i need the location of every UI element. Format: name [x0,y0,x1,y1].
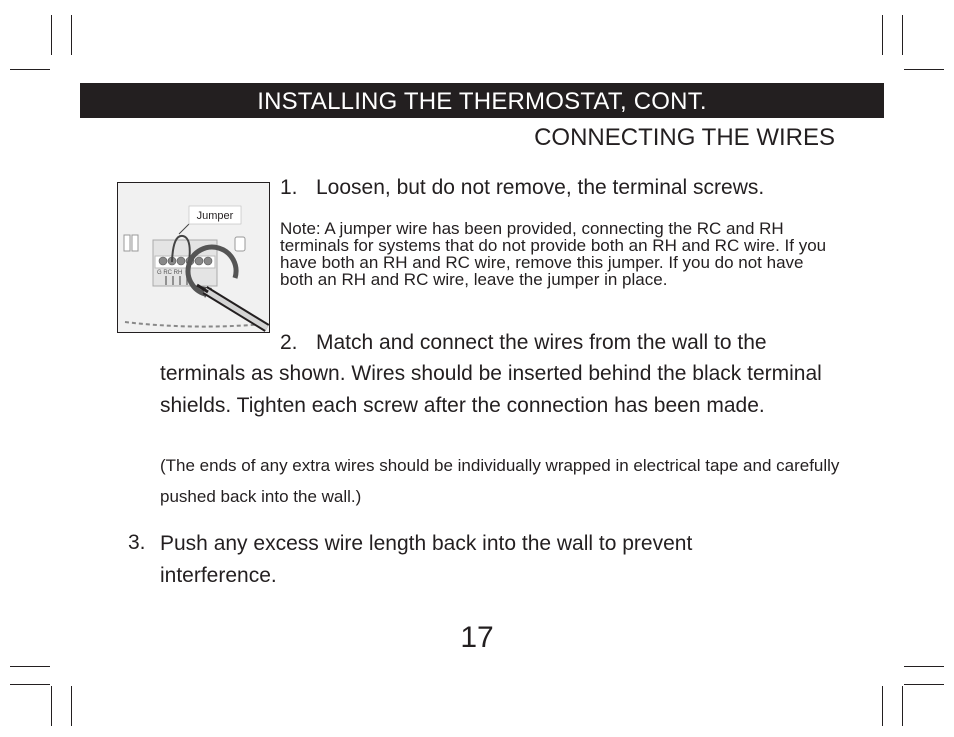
crop-mark [10,666,50,667]
step-2-first-line: Match and connect the wires from the wall to the [316,331,767,354]
header-bar [80,83,884,118]
jumper-callout: Jumper [196,210,234,222]
page-number: 17 [460,621,494,654]
crop-mark [71,686,72,726]
crop-mark [904,69,944,70]
crop-mark [51,15,52,55]
step-3-number: 3. [128,531,146,554]
step-2-text: terminals as shown. Wires should be inserted behind the black terminal shields. Tighten each screw after the connection has been made. [160,362,822,417]
terminal-labels: G RC RH [157,270,183,276]
crop-mark [51,686,52,726]
crop-mark [902,686,903,726]
crop-mark [10,69,50,70]
crop-mark [904,684,944,685]
crop-mark [71,15,72,55]
crop-mark [902,15,903,55]
crop-mark [882,686,883,726]
section-title: CONNECTING THE WIRES [534,124,835,151]
jumper-note: Note: A jumper wire has been provided, connecting the RC and RH terminals for systems that do not provide both an RH and RC wire. If you have both an RH and RC wire, remove this jumper. If you do not have both an RH and RC wire, leave the jumper in place. [280,219,827,289]
step-1-text: Loosen, but do not remove, the terminal screws. [316,176,765,199]
thermostat-wiring-figure [117,182,270,333]
extra-wires-note: (The ends of any extra wires should be individually wrapped in electrical tape and carefully pushed back into the wall.) [160,456,840,506]
step-2-number: 2. [280,331,298,354]
step-1-number: 1. [280,176,298,199]
terminal-block-illustration [117,182,270,333]
step-3-text: Push any excess wire length back into the wall to prevent interference. [160,532,693,587]
crop-mark [904,666,944,667]
crop-mark [882,15,883,55]
page-title: INSTALLING THE THERMOSTAT, CONT. [257,88,707,115]
crop-mark [10,684,50,685]
